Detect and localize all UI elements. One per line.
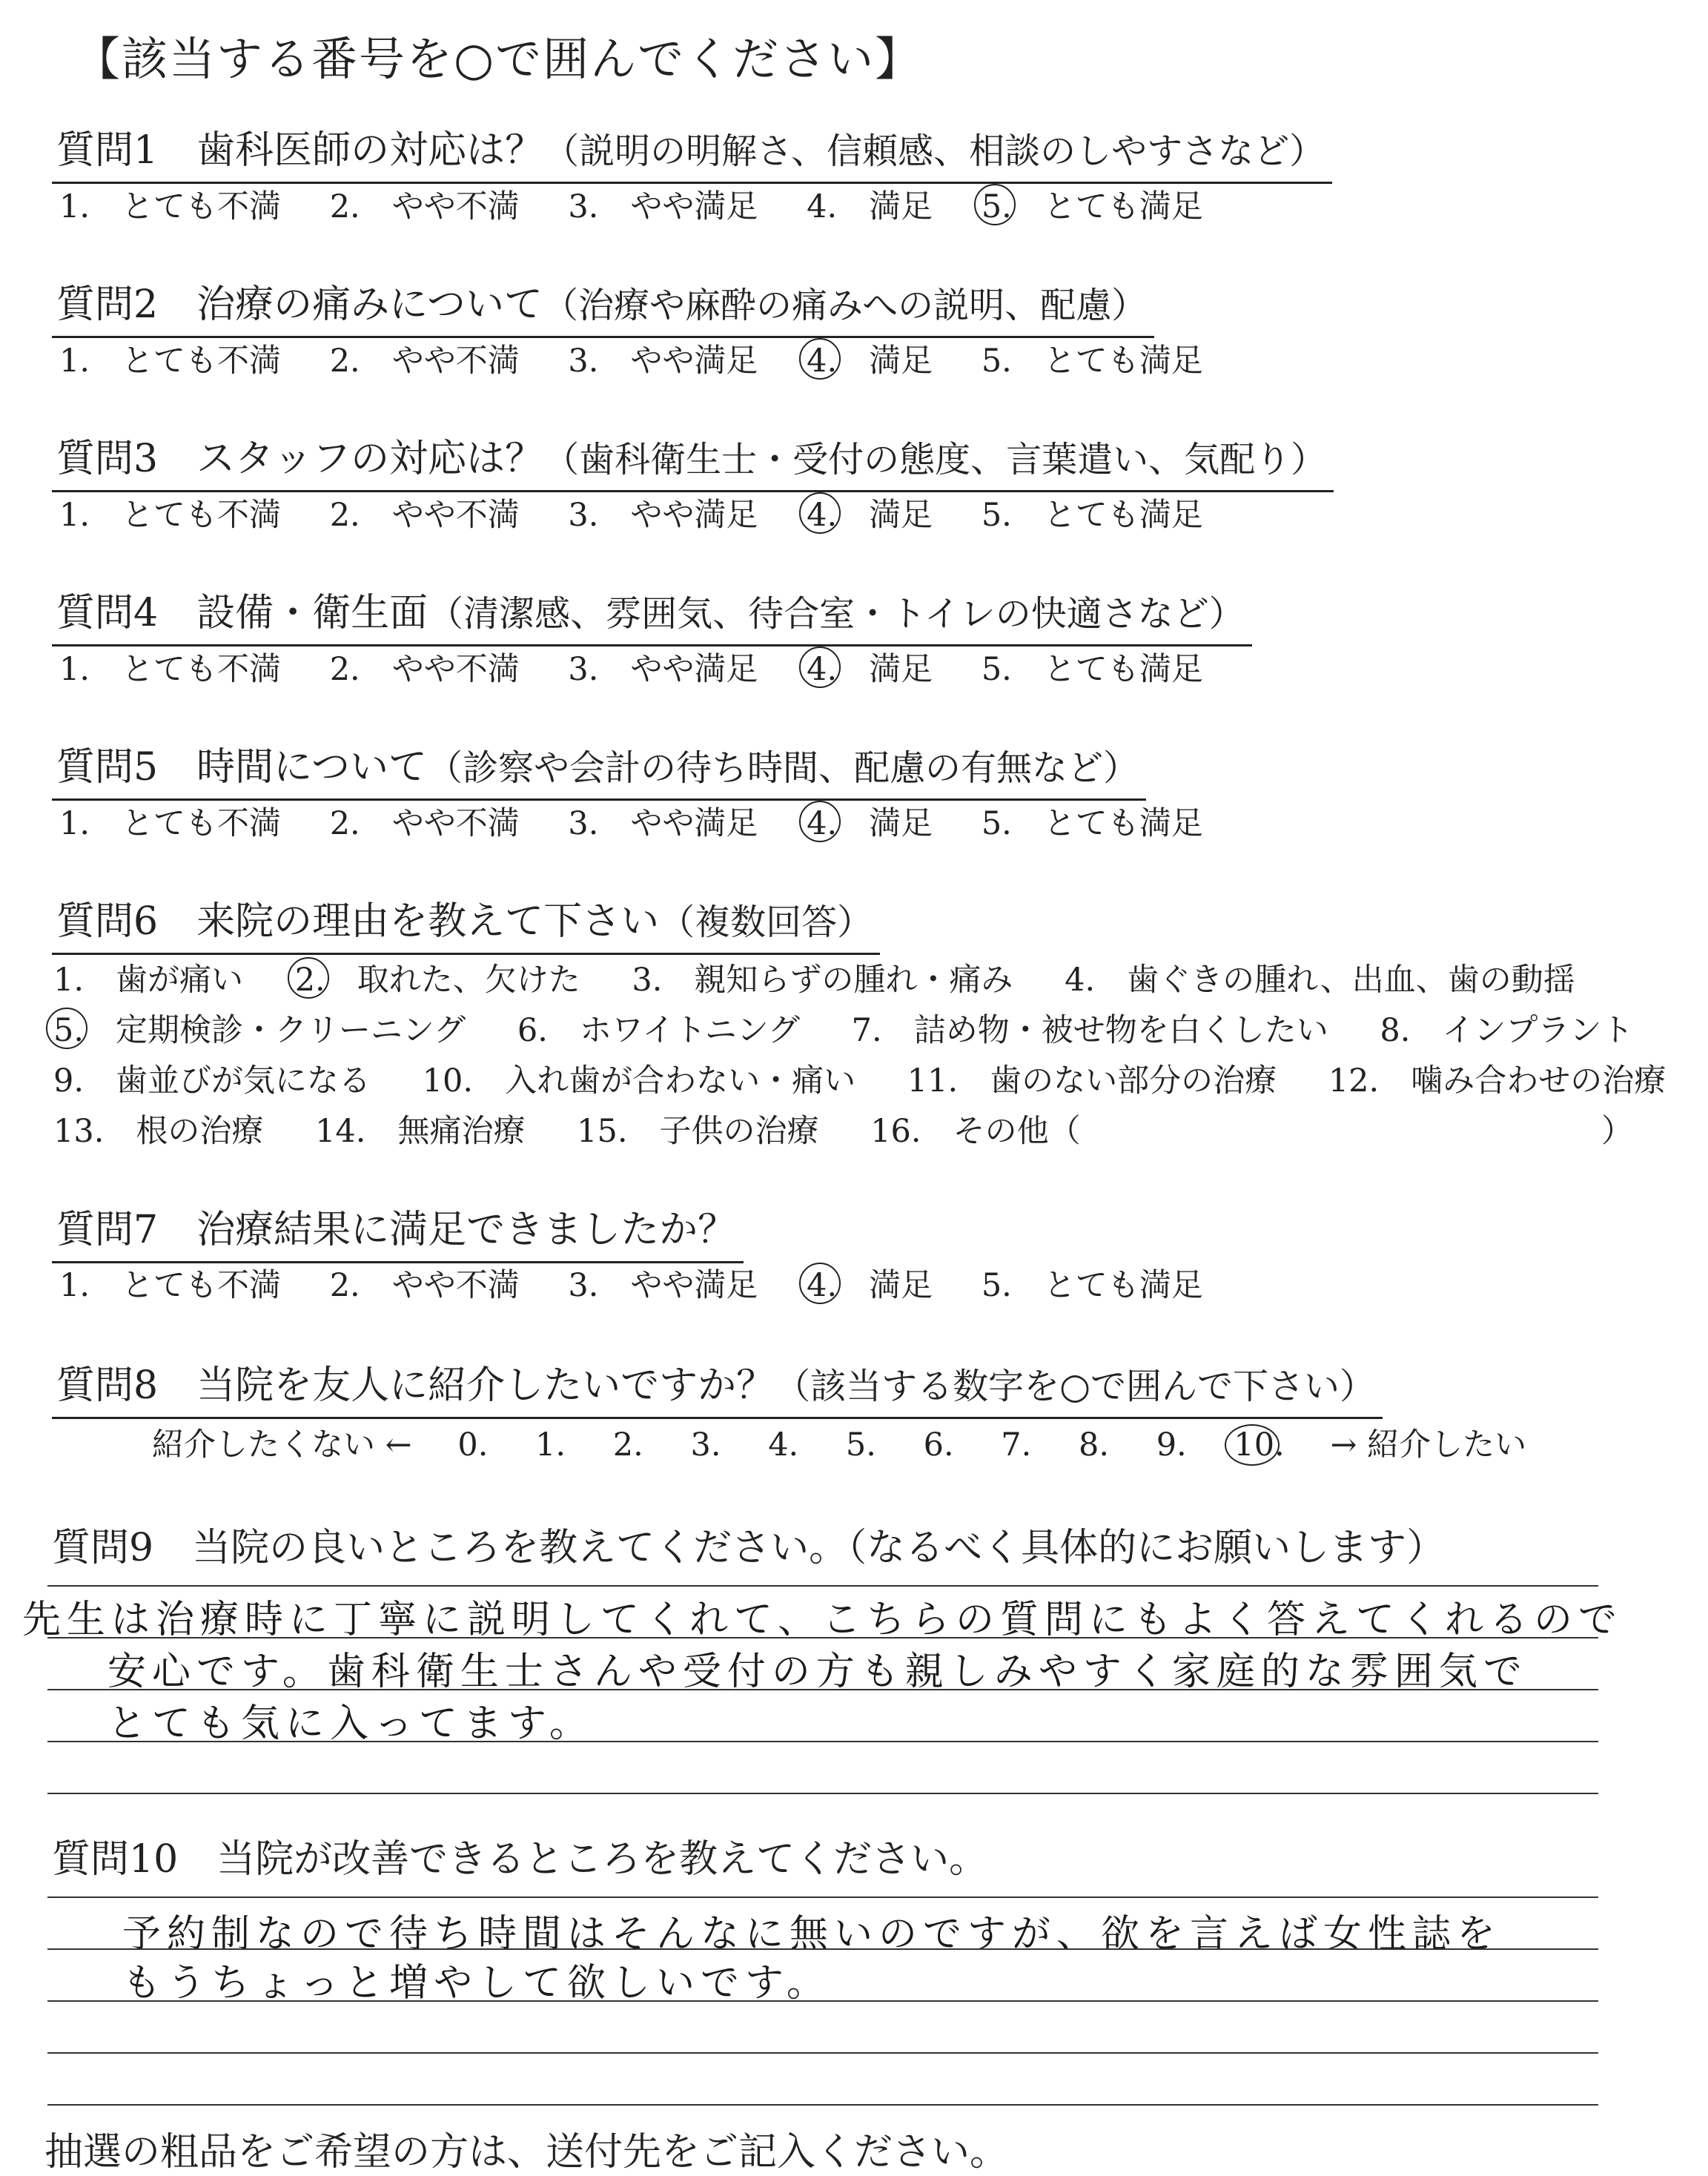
question-8-label: 質問8 当院を友人に紹介したいですか？ (56, 1363, 775, 1408)
q8-score-7[interactable]: 7. (1001, 1426, 1032, 1464)
q6-option-5-circled[interactable]: 5. 定期検診・クリーニング (52, 1005, 467, 1051)
question-1-options (58, 182, 1240, 227)
question-9-label: 質問9 当院の良いところを教えてください。 (52, 1526, 848, 1570)
scale-left-label: 紹介したくない ← (152, 1426, 412, 1464)
q6-option-10[interactable]: 10. 入れ歯が合わない・痛い (422, 1062, 856, 1099)
q5-option-1[interactable]: 1. とても不満 (59, 805, 282, 842)
answer-line (47, 2052, 1598, 2054)
question-5-label: 質問5 時間について (56, 745, 428, 790)
q5-option-2[interactable]: 2. やや不満 (329, 805, 520, 842)
question-2-options (58, 336, 1240, 381)
q8-score-1[interactable]: 1. (535, 1426, 566, 1464)
question-6-row-1 (52, 955, 1615, 1000)
question-3-label: 質問3 スタッフの対応は？ (56, 437, 544, 481)
question-8-title (52, 1354, 1383, 1419)
q7-option-4-circled[interactable]: 4. 満足 (805, 1260, 934, 1306)
q5-option-5[interactable]: 5. とても満足 (981, 805, 1203, 842)
q7-option-1[interactable]: 1. とても不満 (59, 1267, 282, 1304)
question-1-subtitle: （説明の明解さ、信頼感、相談のしやすさなど） (543, 130, 1325, 172)
q8-score-9[interactable]: 9. (1156, 1426, 1187, 1464)
q3-option-1[interactable]: 1. とても不満 (59, 497, 282, 534)
q4-option-4-circled[interactable]: 4. 満足 (805, 644, 934, 689)
question-9-title (52, 1516, 1445, 1572)
q2-option-4-circled[interactable]: 4. 満足 (805, 336, 934, 381)
q6-option-1[interactable]: 1. 歯が痛い (53, 962, 244, 999)
answer-line (47, 1948, 1598, 1950)
q7-option-2[interactable]: 2. やや不満 (329, 1267, 520, 1304)
q8-score-4[interactable]: 4. (768, 1426, 799, 1464)
question-4-options (58, 644, 1240, 689)
answer-line (47, 2104, 1598, 2106)
question-5-subtitle: （診察や会計の待ち時間、配慮の有無など） (427, 747, 1139, 789)
q2-option-3[interactable]: 3. やや満足 (568, 343, 758, 380)
question-7-title (52, 1198, 744, 1263)
question-10-title (52, 1828, 987, 1883)
q6-option-9[interactable]: 9. 歯並びが気になる (53, 1062, 371, 1099)
question-6-subtitle: （複数回答） (659, 902, 873, 943)
q10-answer-line-1[interactable]: 予約制なので待ち時間はそんなに無いのですが、欲を言えば女性誌を (122, 1912, 1502, 1957)
q6-option-6[interactable]: 6. ホワイトニング (517, 1012, 800, 1049)
q3-option-4-circled[interactable]: 4. 満足 (805, 490, 934, 535)
question-3-options (58, 490, 1240, 535)
q4-option-1[interactable]: 1. とても不満 (59, 651, 282, 688)
q8-score-3[interactable]: 3. (690, 1426, 721, 1464)
q8-score-5[interactable]: 5. (845, 1426, 876, 1464)
question-4-title (52, 581, 1252, 646)
question-8-subtitle: （該当する数字を○で囲んで下さい） (775, 1366, 1375, 1407)
question-2-subtitle: （治療や麻酔の痛みへの説明、配慮） (543, 285, 1148, 326)
q8-score-10-circled[interactable]: 10. (1234, 1426, 1285, 1464)
question-7-options (58, 1260, 1240, 1306)
q5-option-3[interactable]: 3. やや満足 (568, 805, 758, 842)
q2-option-5[interactable]: 5. とても満足 (981, 343, 1203, 380)
question-4-label: 質問4 設備・衛生面 (56, 591, 428, 635)
question-6-label: 質問6 来院の理由を教えて下さい (56, 899, 660, 944)
question-3-title (52, 427, 1334, 492)
question-10-label: 質問10 当院が改善できるところを教えてください。 (52, 1837, 988, 1882)
q5-option-4-circled[interactable]: 4. 満足 (805, 798, 934, 844)
answer-line (47, 1585, 1598, 1587)
q1-option-4[interactable]: 4. 満足 (807, 188, 933, 225)
q6-option-3[interactable]: 3. 親知らずの腫れ・痛み (632, 962, 1013, 999)
q8-score-2[interactable]: 2. (612, 1426, 643, 1464)
scale-right-label: → 紹介したい (1330, 1426, 1527, 1464)
footer-note: 抽選の粗品をご希望の方は、送付先をご記入ください。 (44, 2130, 1009, 2175)
question-7-label: 質問7 治療結果に満足できましたか？ (56, 1208, 737, 1252)
q1-option-3[interactable]: 3. やや満足 (568, 188, 758, 225)
answer-line (47, 1793, 1598, 1794)
question-9-subtitle: （なるべく具体的にお願いします） (847, 1526, 1446, 1570)
q6-option-13[interactable]: 13. 根の治療 (53, 1113, 264, 1150)
answer-line (47, 2000, 1598, 2002)
q4-option-5[interactable]: 5. とても満足 (981, 651, 1203, 688)
question-6-row-4 (52, 1106, 1121, 1151)
q6-option-4[interactable]: 4. 歯ぐきの腫れ、出血、歯の動揺 (1065, 962, 1575, 999)
q6-option-8[interactable]: 8. インプラント (1380, 1012, 1634, 1049)
q2-option-2[interactable]: 2. やや不満 (329, 343, 520, 380)
question-4-subtitle: （清潔感、雰囲気、待合室・トイレの快適さなど） (428, 593, 1245, 635)
q8-score-6[interactable]: 6. (923, 1426, 954, 1464)
answer-line (47, 1637, 1598, 1638)
q6-option-2-circled[interactable]: 2. 取れた、欠けた (294, 955, 582, 1000)
q7-option-5[interactable]: 5. とても満足 (981, 1267, 1203, 1304)
q3-option-2[interactable]: 2. やや不満 (329, 497, 520, 534)
question-8-scale (152, 1420, 1560, 1465)
q9-answer-line-3[interactable]: とても気に入ってます。 (107, 1702, 594, 1746)
q7-option-3[interactable]: 3. やや満足 (568, 1267, 758, 1304)
q6-option-12[interactable]: 12. 噛み合わせの治療 (1328, 1062, 1666, 1099)
question-2-title (52, 273, 1154, 338)
answer-line (47, 1896, 1598, 1898)
answer-line (47, 1741, 1598, 1742)
q6-other-close-paren: ） (1601, 1113, 1633, 1150)
page-title: 【該当する番号を○で囲んでください】 (74, 32, 923, 86)
question-5-options (58, 798, 1240, 844)
q1-option-2[interactable]: 2. やや不満 (329, 188, 520, 225)
q2-option-1[interactable]: 1. とても不満 (59, 343, 282, 380)
question-2-label: 質問2 治療の痛みについて (56, 282, 543, 327)
q6-option-11[interactable]: 11. 歯のない部分の治療 (907, 1062, 1277, 1099)
q3-option-3[interactable]: 3. やや満足 (568, 497, 758, 534)
q1-option-1[interactable]: 1. とても不満 (59, 188, 282, 225)
question-1-title (52, 119, 1332, 184)
question-6-row-3 (52, 1056, 1706, 1101)
q6-option-16-other[interactable]: 16. その他（ (870, 1113, 1081, 1150)
question-5-title (52, 735, 1146, 801)
question-6-row-2 (52, 1005, 1673, 1051)
answer-line (47, 1689, 1598, 1690)
question-3-subtitle: （歯科衛生士・受付の態度、言葉遣い、気配り） (543, 439, 1327, 480)
question-6-title (52, 890, 880, 955)
q8-score-8[interactable]: 8. (1079, 1426, 1110, 1464)
q9-answer-line-2[interactable]: 安心です。歯科衛生士さんや受付の方も親しみやすく家庭的な雰囲気で (107, 1650, 1528, 1694)
q6-option-7[interactable]: 7. 詰め物・被せ物を白くしたい (851, 1012, 1328, 1049)
question-1-label: 質問1 歯科医師の対応は？ (56, 128, 544, 173)
q6-option-15[interactable]: 15. 子供の治療 (577, 1113, 819, 1150)
q4-option-3[interactable]: 3. やや満足 (568, 651, 758, 688)
q9-answer-line-1[interactable]: 先生は治療時に丁寧に説明してくれて、こちらの質問にもよく答えてくれるので (22, 1598, 1623, 1642)
q3-option-5[interactable]: 5. とても満足 (981, 497, 1203, 534)
q8-score-0[interactable]: 0. (457, 1426, 489, 1464)
q6-option-14[interactable]: 14. 無痛治療 (315, 1113, 526, 1150)
q10-answer-line-2[interactable]: もうちょっと増やして欲しいです。 (122, 1961, 831, 2005)
q1-option-5-circled[interactable]: 5. とても満足 (980, 182, 1205, 227)
q4-option-2[interactable]: 2. やや不満 (329, 651, 520, 688)
